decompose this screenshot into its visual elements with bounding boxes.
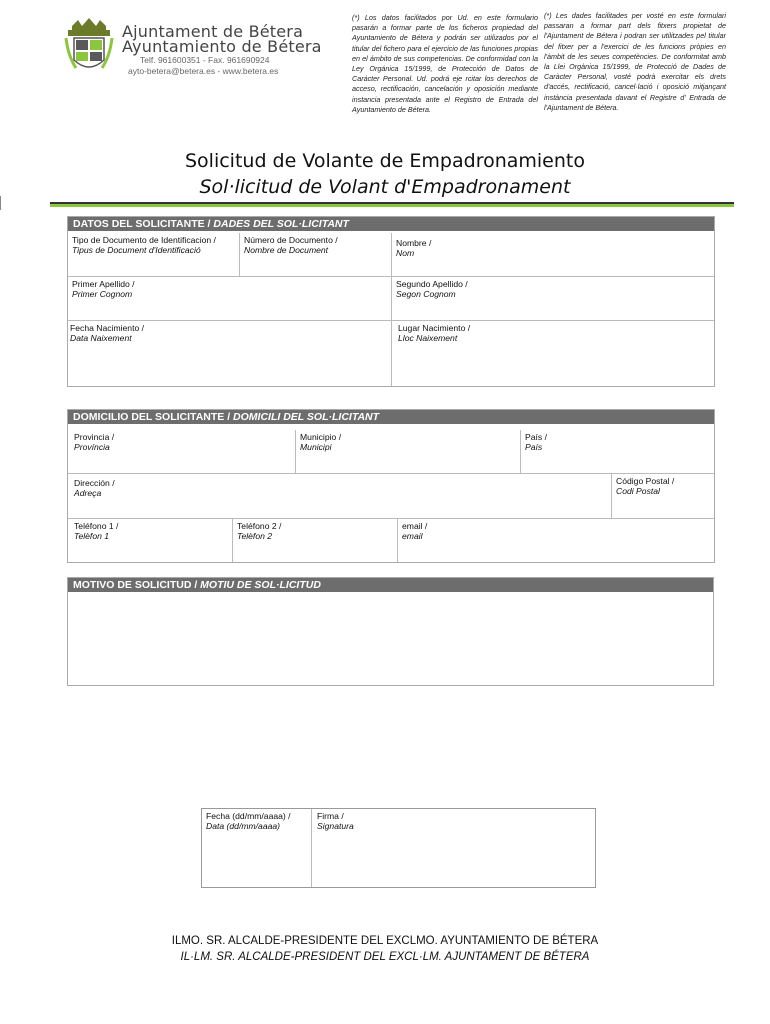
field-label: Teléfono 1 /	[74, 521, 119, 531]
reason-textarea[interactable]	[68, 596, 713, 685]
field-label-va: Nom	[396, 248, 415, 258]
province-field[interactable]	[68, 430, 296, 474]
org-phone-fax: Telf. 961600351 - Fax. 961690924	[140, 55, 270, 65]
field-label-va: Província	[74, 442, 110, 452]
field-label: Tipo de Documento de Identificacion /	[72, 235, 216, 245]
street-field[interactable]	[68, 474, 612, 519]
org-name-valencian: Ajuntament de Bétera	[122, 22, 304, 41]
field-label-va: Municipi	[300, 442, 332, 452]
reason-section-header	[68, 578, 713, 592]
coat-of-arms-logo	[64, 16, 114, 78]
address-section-header	[68, 410, 714, 424]
privacy-notice-spanish: (*) Los datos facilitados por Ud. en este formulario pasarán a formar parte de los ficheros propiedad del Ayuntamiento de Bétera y podrán ser utilizados por el titular del fichero para el ejercicio de las funciones propias en el ámbito de sus competencias. De conformidad con la Ley Orgánica 15/1999, de Protección de Datos de Carácter Personal. Ud. podrá eje rcitar los derechos de acceso, rectificación, cancelación y oposición mediante instancia presentada ante el Registro de Entrada del Ayuntamiento de Bétera.	[352, 13, 538, 114]
name-field[interactable]	[392, 233, 714, 277]
field-label: Municipio /	[300, 432, 342, 442]
field-label-va: Signatura	[317, 821, 354, 831]
postal-code-field[interactable]	[612, 474, 714, 519]
municipality-field[interactable]	[296, 430, 521, 474]
section-heading-va: DOMICILI DEL SOL·LICITANT	[233, 411, 380, 423]
section-heading-es: DATOS DEL SOLICITANTE /	[73, 218, 214, 230]
field-label: Provincia /	[74, 432, 115, 442]
field-label: Lugar Nacimiento /	[398, 323, 471, 333]
field-label-va: Tipus de Document d'Identificació	[72, 245, 201, 255]
applicant-section	[67, 216, 715, 387]
doc-type-field[interactable]	[68, 233, 240, 277]
field-label-va: Telèfon 2	[237, 531, 273, 541]
doc-number-field[interactable]	[240, 233, 392, 277]
field-label-va: Segon Cognom	[396, 289, 456, 299]
field-label-va: Data (dd/mm/aaaa)	[206, 821, 281, 831]
field-label-va: Data Naixement	[70, 333, 132, 343]
addressee-valencian: IL·LM. SR. ALCALDE-PRESIDENT DEL EXCL·LM. AJUNTAMENT DE BÉTERA	[180, 951, 590, 963]
reason-section	[67, 577, 714, 686]
field-label: Fecha (dd/mm/aaaa) /	[206, 811, 291, 821]
form-title-spanish: Solicitud de Volante de Empadronamiento	[184, 150, 585, 172]
field-label-va: Primer Cognom	[72, 289, 133, 299]
addressee-spanish: ILMO. SR. ALCALDE-PRESIDENTE DEL EXCLMO. AYUNTAMIENTO DE BÉTERA	[171, 935, 599, 947]
section-heading-es: DOMICILIO DEL SOLICITANTE /	[73, 411, 234, 423]
field-label-va: email	[402, 531, 423, 541]
section-heading-va: DADES DEL SOL·LICITANT	[213, 218, 349, 230]
birth-place-field[interactable]	[392, 321, 714, 386]
field-label: Código Postal /	[616, 476, 675, 486]
signature-field[interactable]	[312, 809, 595, 887]
edge-mark	[0, 196, 1, 210]
phone2-field[interactable]	[233, 519, 398, 562]
birth-date-field[interactable]	[68, 321, 392, 386]
address-section	[67, 409, 715, 563]
field-label-va: Telèfon 1	[74, 531, 110, 541]
field-label-va: Nombre de Document	[244, 245, 329, 255]
signature-box	[201, 808, 596, 888]
field-label-va: País	[525, 442, 543, 452]
second-surname-field[interactable]	[392, 277, 714, 321]
title-accent-bar	[50, 204, 734, 207]
field-label: Firma /	[317, 811, 344, 821]
date-field[interactable]	[202, 809, 312, 887]
field-label: Teléfono 2 /	[237, 521, 282, 531]
field-label: País /	[525, 432, 547, 442]
field-label: email /	[402, 521, 428, 531]
field-label: Primer Apellido /	[72, 279, 135, 289]
form-title-valencian: Sol·licitud de Volant d'Empadronament	[199, 176, 571, 198]
first-surname-field[interactable]	[68, 277, 392, 321]
field-label-va: Adreça	[74, 488, 102, 498]
org-email-web: ayto-betera@betera.es - www.betera.es	[128, 66, 279, 76]
field-label-va: Lloc Naixement	[398, 333, 458, 343]
field-label: Fecha Nacimiento /	[70, 323, 145, 333]
field-label: Nombre /	[396, 238, 432, 248]
email-field[interactable]	[398, 519, 714, 562]
field-label: Número de Documento /	[244, 235, 338, 245]
org-name-spanish: Ayuntamiento de Bétera	[122, 37, 322, 56]
section-heading-va: MOTIU DE SOL·LICITUD	[200, 579, 321, 591]
section-heading-es: MOTIVO DE SOLICITUD /	[73, 579, 201, 591]
country-field[interactable]	[521, 430, 714, 474]
field-label: Dirección /	[74, 478, 115, 488]
field-label: Segundo Apellido /	[396, 279, 468, 289]
applicant-section-header	[68, 217, 714, 231]
privacy-notice-valencian: (*) Les dades facilitades per vosté en este formulari passaran a formar part dels fitxers propietat de l'Ajuntament de Bétera i podran ser utilitzades pel titular del fitxer per a l'exercici de les funcions pròpies en l'àmbit de les seues competències. De conformitat amb la Llei Orgànica 15/1999, de Protecció de Dades de Caràcter Personal, vosté podrà exercitar els drets d'accés, rectificació, cancel·lació i oposició mitjançant instància presentada davant el Registre d' Entrada de l'Ajuntament de Bétera.	[544, 11, 726, 112]
phone1-field[interactable]	[68, 519, 233, 562]
field-label-va: Codi Postal	[616, 486, 660, 496]
